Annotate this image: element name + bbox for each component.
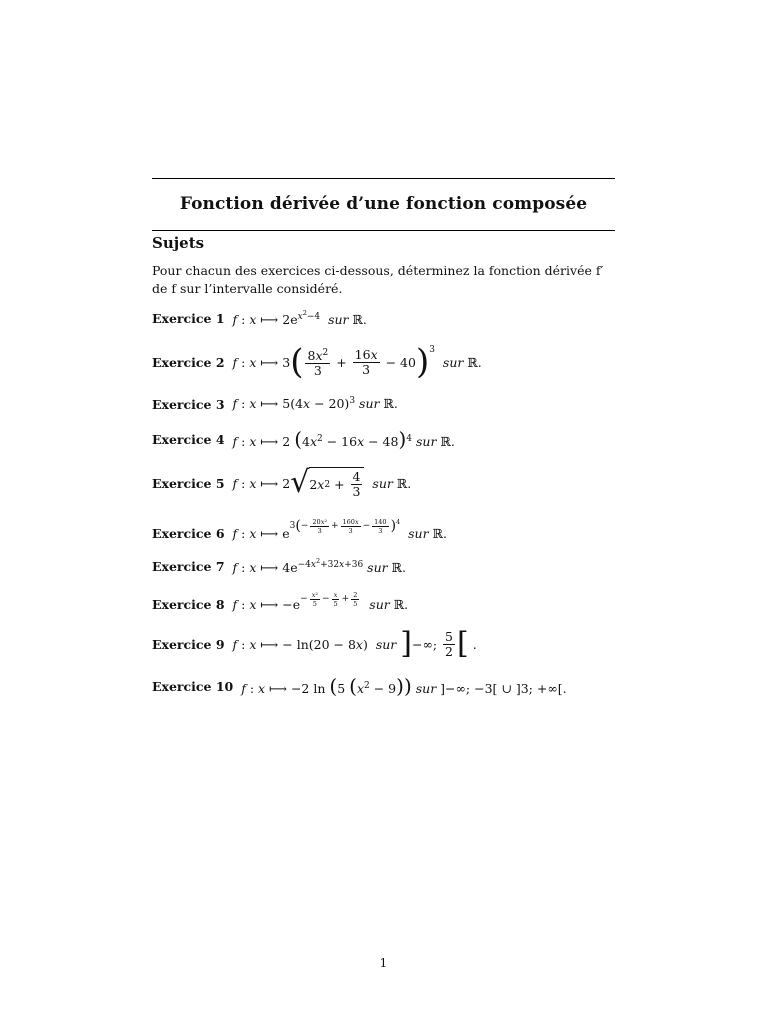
section-heading: Sujets bbox=[152, 234, 205, 252]
exercise-label: Exercice 6 bbox=[152, 525, 225, 541]
exercise-1: Exercice 1 f : x ⟼ $2e^{x^2-4}$ sur ℝ. bbox=[152, 308, 367, 328]
exercise-9: Exercice 9 f : x ⟼ − ln(20 − 8 x ) sur ] −∞; $\frac{5}{2}$ [ . bbox=[152, 626, 477, 661]
title-underline bbox=[152, 230, 615, 231]
exercise-label: Exercice 9 bbox=[152, 636, 225, 652]
exercise-4: Exercice 4 f : x ⟼ 2 $(4x^2 - 16x - 48)^4$ sur ℝ. bbox=[152, 427, 455, 451]
exercise-7: Exercice 7 f : x ⟼ $4e^{-4x^2+32x+36}$ sur ℝ. bbox=[152, 556, 406, 576]
page bbox=[152, 0, 615, 1024]
exercise-10: Exercice 10 f : x ⟼ −2 ln (5 $(x^2 - 9)$) sur ]−∞; −3[ ∪ ]3; +∞[. bbox=[152, 674, 567, 698]
exercise-label: Exercice 7 bbox=[152, 558, 225, 574]
top-rule bbox=[152, 178, 615, 179]
exercise-8: Exercice 8 f : x ⟼ −e − $\frac{\text{x²}}{5}$ − $\frac{x}{5}$ + $\frac{2}{5}$ sur ℝ. bbox=[152, 590, 409, 612]
exercise-2: Exercice 2 f : x ⟼ 3 ( $\frac{8x^2}{3}$ + $\frac{16x}{3}$ − 40 ) $^3$ sur ℝ. bbox=[152, 342, 482, 382]
exercise-label: Exercice 5 bbox=[152, 475, 225, 491]
page-title: Fonction dérivée d’une fonction composée bbox=[179, 194, 588, 214]
exercise-label: Exercice 1 bbox=[152, 310, 225, 326]
page-number: 1 bbox=[379, 956, 388, 970]
exercise-5: Exercice 5 f : x ⟼ 2 √ 2 x 2 + $\frac{4}{3}$ sur ℝ. bbox=[152, 465, 412, 500]
exercise-label: Exercice 8 bbox=[152, 596, 225, 612]
exercise-label: Exercice 10 bbox=[152, 678, 234, 694]
intro-text: Pour chacun des exercices ci-dessous, déterminez la fonction dérivée f′ de f sur l’intervalle considéré. bbox=[152, 263, 604, 296]
exercise-label: Exercice 3 bbox=[152, 396, 225, 412]
exercise-label: Exercice 4 bbox=[152, 431, 225, 447]
exercise-6: Exercice 6 f : x ⟼ e 3 ( − $\frac{\text{20x²}}{3}$ + $\frac{160x}{3}$ − $\frac{140}{3}$ ) $^4$ sur ℝ. bbox=[152, 517, 447, 541]
exercise-label: Exercice 2 bbox=[152, 354, 225, 370]
exercise-3: Exercice 3 f : x ⟼ $5(4x - 20)^3$ sur ℝ. bbox=[152, 396, 398, 412]
